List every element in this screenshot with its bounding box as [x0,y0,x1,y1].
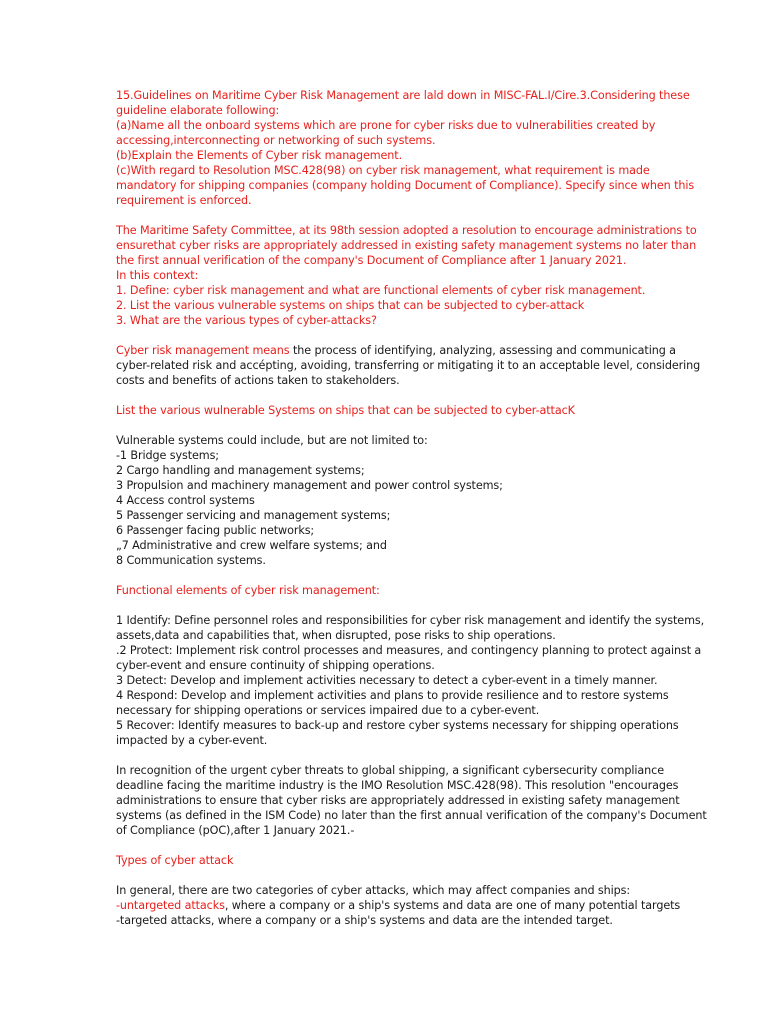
question-15-heading: 15.Guidelines on Maritime Cyber Risk Management are lald down in MISC-FAL.I/Cire.3.Considering these guideline elaborate following: [116,89,690,117]
spacer [116,328,708,343]
list-item: 4 Respond: Develop and implement activities and plans to provide resilience and to restore systems necessary for shipping operations or services impaired due to a cyber-event. [116,689,669,717]
question-15-part-a: (a)Name all the onboard systems which are prone for cyber risks due to vulnerabilities created by accessing,interconnecting or networking of such systems. [116,119,656,147]
definition-text: the process of identifying, analyzing, assessing and communicating a cyber-related risk and accépting, avoiding, transferring or mitigating it to an acceptable level, considering costs and benefits of actions taken to stakeholders. [116,344,701,387]
question-15-part-c: (c)With regard to Resolution MSC.428(98) on cyber risk management, what requirement is made mandatory for shipping companies (company holding Document of Compliance). Specify since when this requirement is enforced. [116,164,695,207]
types-intro: In general, there are two categories of cyber attacks, which may affect companies and ships: [116,884,631,897]
functional-heading: Functional elements of cyber risk management: [116,584,380,597]
msc-question-2: 2. List the various vulnerable systems on ships that can be subjected to cyber-attack [116,299,585,312]
list-item: 8 Communication systems. [116,554,266,567]
spacer [116,748,708,763]
list-item: „7 Administrative and crew welfare systems; and [116,539,387,552]
spacer [116,598,708,613]
list-item: 3 Propulsion and machinery management and power control systems; [116,479,503,492]
question-15-part-b: (b)Explain the Elements of Cyber risk management. [116,149,403,162]
vulnerable-heading: List the various wulnerable Systems on ships that can be subjected to cyber-attacK [116,404,575,417]
spacer [116,838,708,853]
untargeted-text: , where a company or a ship's systems and data are one of many potential targets [224,899,681,912]
spacer [116,418,708,433]
list-item: 3 Detect: Develop and implement activities necessary to detect a cyber-event in a timely manner. [116,674,658,687]
untargeted-term: -untargeted attacks [116,899,225,912]
spacer [116,868,708,883]
targeted-attacks-line: -targeted attacks, where a company or a ship's systems and data are the intended target. [116,914,613,927]
definition-paragraph [116,343,708,388]
list-item: 6 Passenger facing public networks; [116,524,315,537]
definition-term: Cyber risk management means [116,344,290,357]
vulnerable-intro: Vulnerable systems could include, but are not limited to: [116,434,428,447]
list-item: -1 Bridge systems; [116,449,219,462]
list-item: .2 Protect: Implement risk control processes and measures, and contingency planning to protect against a cyber-event and ensure continuity of shipping operations. [116,644,702,672]
spacer [116,568,708,583]
msc-question-3: 3. What are the various types of cyber-attacks? [116,314,377,327]
msc-question-1: 1. Define: cyber risk management and what are functional elements of cyber risk management. [116,284,646,297]
list-item: 5 Passenger servicing and management systems; [116,509,391,522]
document-body [116,88,708,928]
spacer [116,388,708,403]
types-heading: Types of cyber attack [116,854,234,867]
msc-context: In this context: [116,269,199,282]
untargeted-attacks-line [116,898,708,913]
msc-intro: The Maritime Safety Committee, at its 98th session adopted a resolution to encourage administrations to ensurethat cyber risks are appropriately addressed in existing safety management systems no later than the first annual verification of the company's Document of Compliance after 1 January 2021. [116,224,697,267]
spacer [116,208,708,223]
list-item: 2 Cargo handling and management systems; [116,464,365,477]
list-item: 1 Identify: Define personnel roles and responsibilities for cyber risk management and identify the systems, assets,data and capabilities that, when disrupted, pose risks to ship operations. [116,614,705,642]
list-item: 4 Access control systems [116,494,255,507]
list-item: 5 Recover: Identify measures to back-up and restore cyber systems necessary for shipping operations impacted by a cyber-event. [116,719,679,747]
recognition-paragraph: In recognition of the urgent cyber threats to global shipping, a significant cybersecurity compliance deadline facing the maritime industry is the IMO Resolution MSC.428(98). This resolution "encourages administrations to ensure that cyber risks are appropriately addressed in existing safety management systems (as defined in the ISM Code) no later than the first annual verification of the company's Document of Compliance (pOC),after 1 January 2021.- [116,764,707,837]
